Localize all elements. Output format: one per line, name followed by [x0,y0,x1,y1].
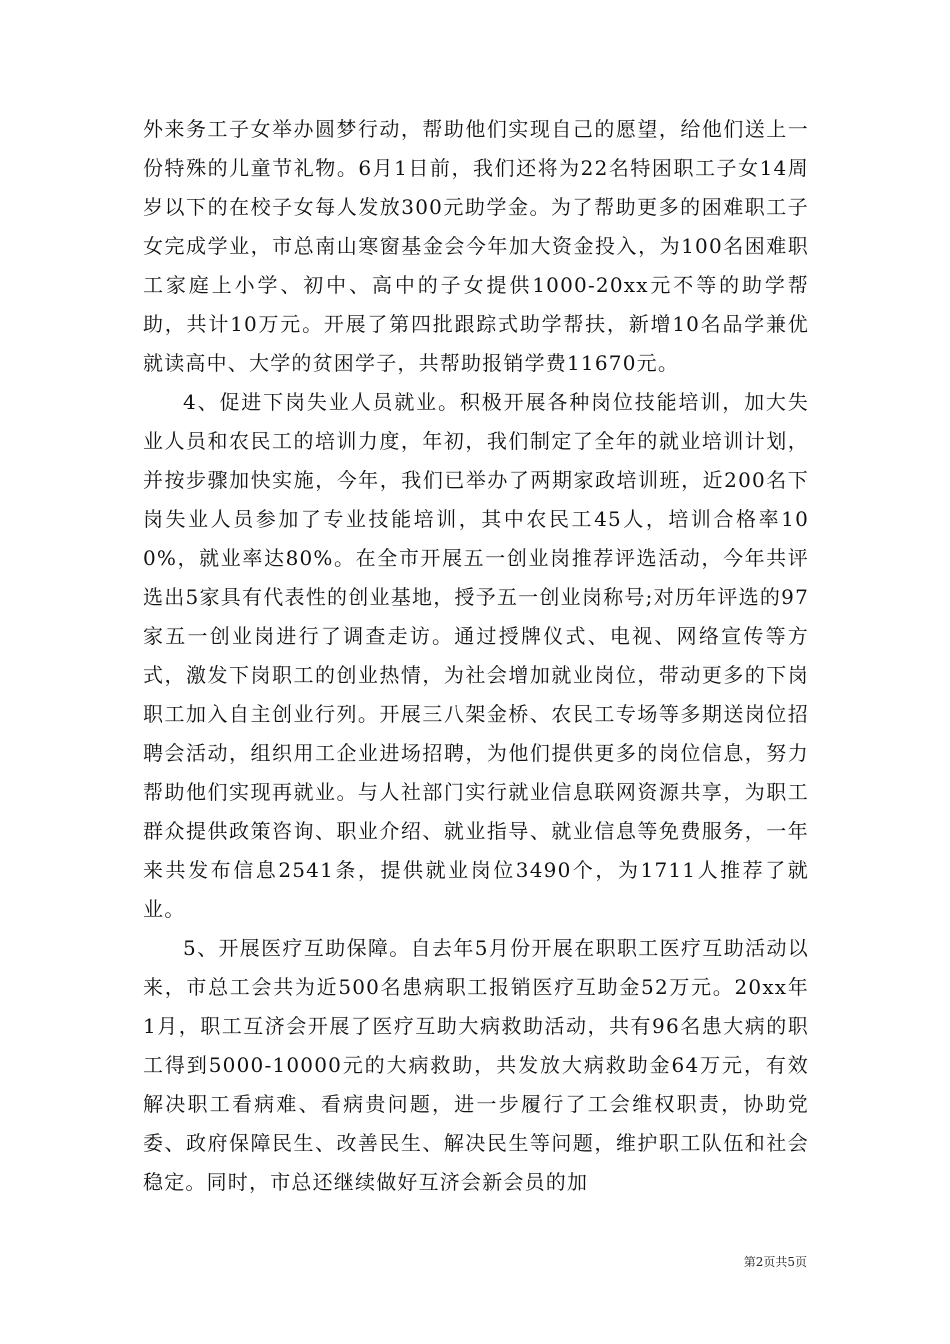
document-body [143,110,809,1202]
paragraph-child-education-aid: 外来务工子女举办圆梦行动，帮助他们实现自己的愿望，给他们送上一份特殊的儿童节礼物。6月1日前，我们还将为22名特困职工子女14周岁以下的在校子女每人发放300元助学金。为了帮助更多的困难职工子女完成学业，市总南山寒窗基金会今年加大资金投入，为100名困难职工家庭上小学、初中、高中的子女提供1000-20xx元不等的助学帮助，共计10万元。开展了第四批跟踪式助学帮扶，新增10名品学兼优就读高中、大学的贫困学子，共帮助报销学费11670元。 [143,117,809,375]
page-number-label: 第2页共5页 [743,1255,807,1269]
paragraph-employment-promotion: 4、促进下岗失业人员就业。积极开展各种岗位技能培训，加大失业人员和农民工的培训力度，年初，我们制定了全年的就业培训计划，并按步骤加快实施，今年，我们已举办了两期家政培训班，近200名下岗失业人员参加了专业技能培训，其中农民工45人，培训合格率100%，就业率达80%。在全市开展五一创业岗推荐评选活动，今年共评选出5家具有代表性的创业基地，授予五一创业岗称号;对历年评选的97家五一创业岗进行了调查走访。通过授牌仪式、电视、网络宣传等方式，激发下岗职工的创业热情，为社会增加就业岗位，带动更多的下岗职工加入自主创业行列。开展三八架金桥、农民工专场等多期送岗位招聘会活动，组织用工企业进场招聘，为他们提供更多的岗位信息，努力帮助他们实现再就业。与人社部门实行就业信息联网资源共享，为职工群众提供政策咨询、职业介绍、就业指导、就业信息等免费服务，一年来共发布信息2541条，提供就业岗位3490个，为1711人推荐了就业。 [143,390,809,921]
page-number-footer [707,1254,807,1270]
paragraph-medical-mutual-aid: 5、开展医疗互助保障。自去年5月份开展在职职工医疗互助活动以来，市总工会共为近500名患病职工报销医疗互助金52万元。20xx年1月，职工互济会开展了医疗互助大病救助活动，共有96名患大病的职工得到5000-10000元的大病救助，共发放大病救助金64万元，有效解决职工看病难、看病贵问题，进一步履行了工会维权职责，协助党委、政府保障民生、改善民生、解决民生等问题，维护职工队伍和社会稳定。同时，市总还继续做好互济会新会员的加 [143,936,809,1194]
